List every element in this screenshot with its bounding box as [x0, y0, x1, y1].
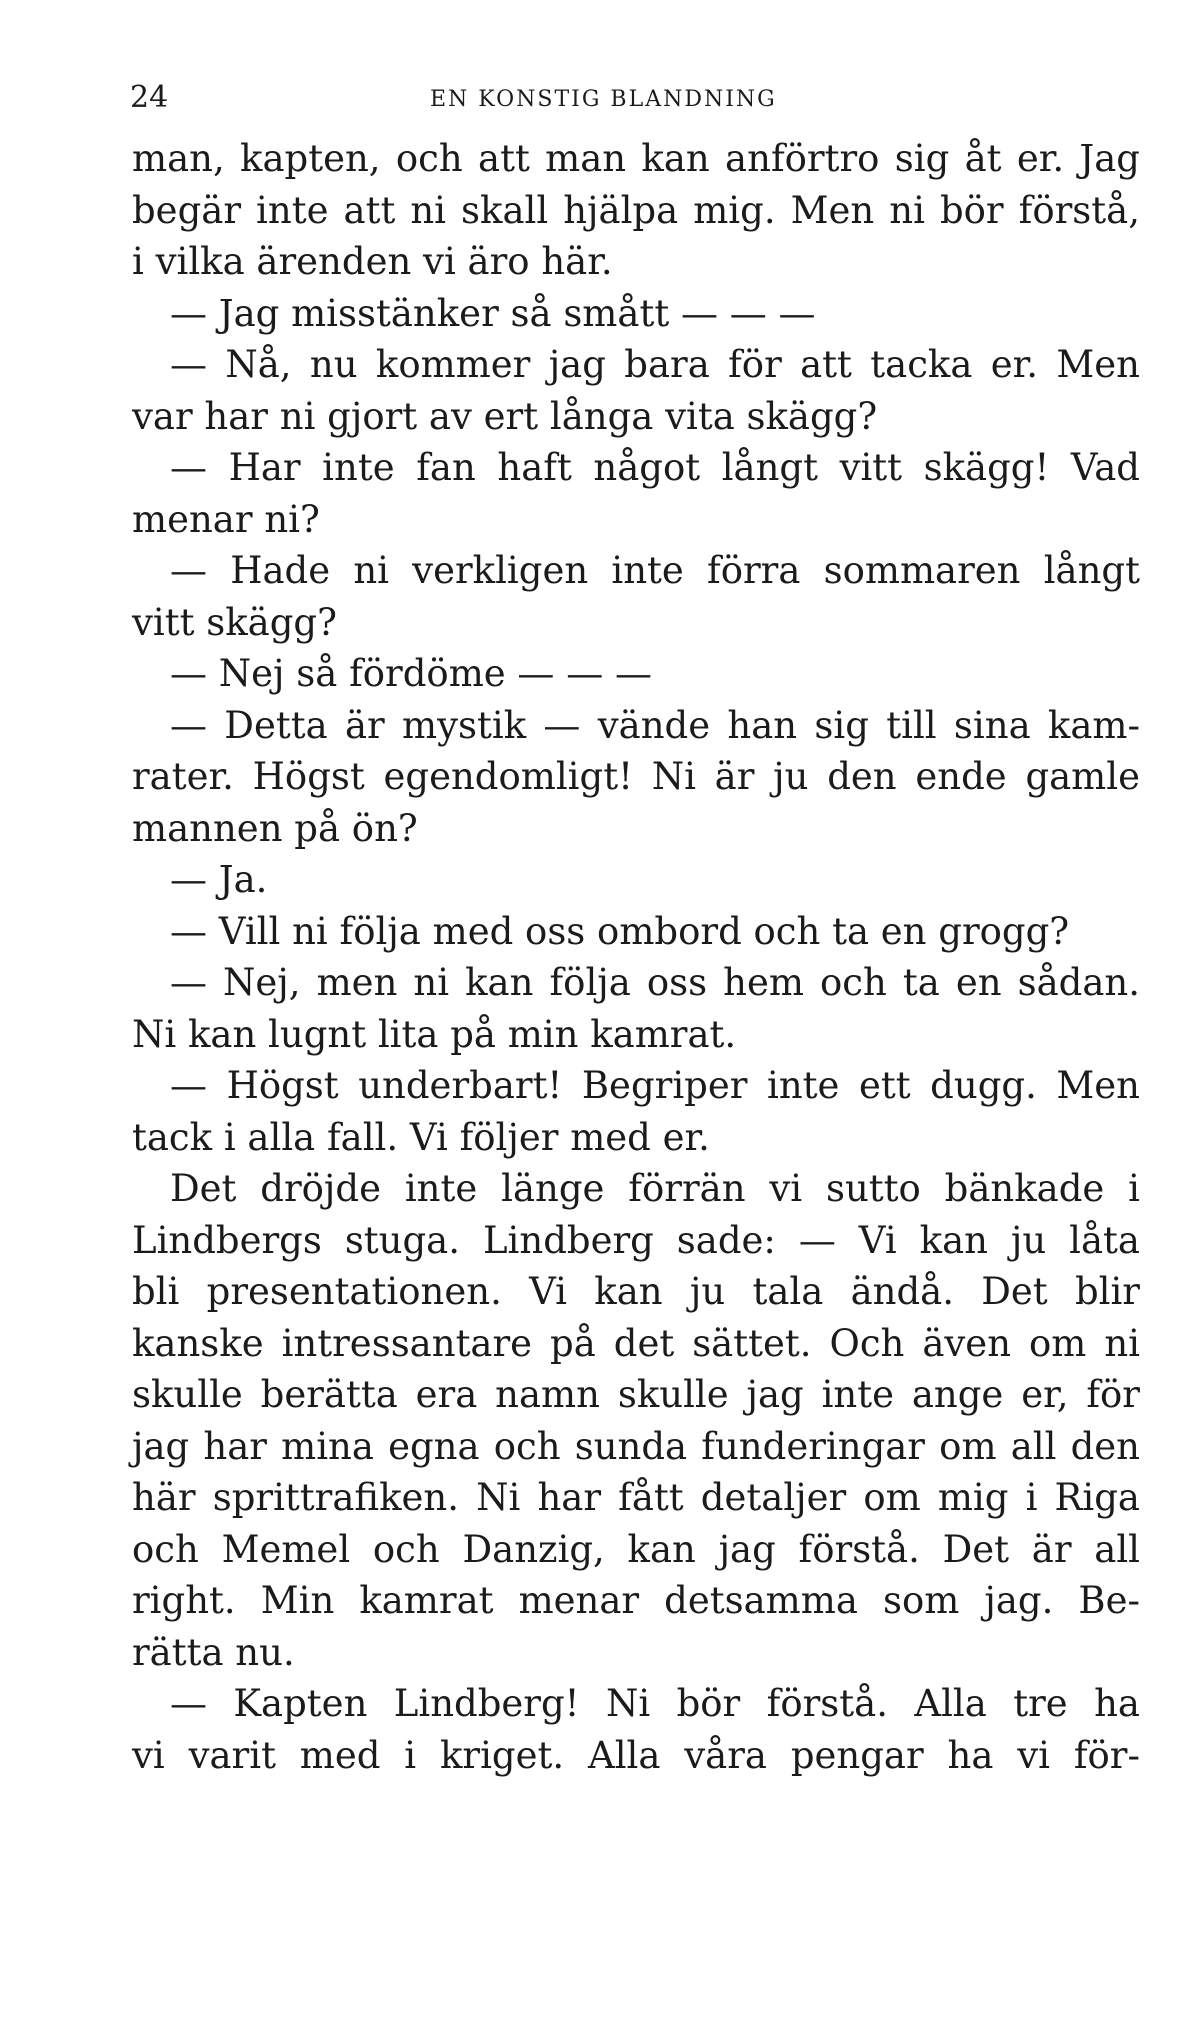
text-line: tack i alla fall. Vi följer med er.	[132, 1115, 710, 1159]
text-line: och Memel och Danzig, kan jag förstå. Det är all	[132, 1527, 1140, 1571]
text-line: Det dröjde inte länge förrän vi sutto bänkade i	[170, 1167, 1140, 1210]
text-line: — Nej så fördöme — — —	[170, 652, 652, 695]
text-line: vi varit med i kriget. Alla våra pengar ha vi för-	[132, 1733, 1140, 1777]
text-line: right. Min kamrat menar detsamma som jag. Be-	[132, 1579, 1140, 1622]
text-line: kanske intressantare på det sättet. Och även om ni	[132, 1321, 1140, 1365]
text-line: man, kapten, och att man kan anförtro sig åt er. Jag	[132, 137, 1140, 180]
text-line: Ni kan lugnt lita på min kamrat.	[132, 1012, 737, 1056]
text-line: vitt skägg?	[132, 600, 337, 644]
text-line: menar ni?	[132, 497, 320, 541]
text-line: skulle berätta era namn skulle jag inte ange er, för	[132, 1373, 1140, 1416]
text-line: — Har inte fan haft något långt vitt skägg! Vad	[170, 446, 1140, 489]
text-line: — Kapten Lindberg! Ni bör förstå. Alla tre ha	[170, 1682, 1140, 1725]
text-line: Lindbergs stuga. Lindberg sade: — Vi kan ju låta	[132, 1218, 1140, 1262]
text-line: — Nå, nu kommer jag bara för att tacka er. Men	[170, 343, 1140, 386]
text-line: bli presentationen. Vi kan ju tala ändå. Det blir	[132, 1270, 1140, 1313]
text-line: var har ni gjort av ert långa vita skägg?	[132, 394, 878, 438]
body-text	[132, 133, 1140, 1781]
text-line: — Hade ni verkligen inte förra sommaren långt	[170, 549, 1140, 592]
text-line: — Högst underbart! Begriper inte ett dugg. Men	[170, 1064, 1140, 1107]
text-line: jag har mina egna och sunda funderingar om all den	[132, 1424, 1140, 1468]
text-line: rater. Högst egendomligt! Ni är ju den ende gamle	[132, 755, 1140, 798]
text-line: — Ja.	[170, 858, 268, 901]
text-line: — Nej, men ni kan följa oss hem och ta en sådan.	[170, 961, 1140, 1004]
text-line: begär inte att ni skall hjälpa mig. Men ni bör förstå,	[132, 188, 1140, 232]
running-title: EN KONSTIG BLANDNING	[430, 87, 777, 112]
text-line: — Vill ni följa med oss ombord och ta en grogg?	[170, 909, 1070, 953]
text-line: — Detta är mystik — vände han sig till sina kam-	[170, 703, 1140, 747]
text-line: rätta nu.	[132, 1630, 295, 1674]
text-line: här sprittrafiken. Ni har fått detaljer om mig i Riga	[132, 1476, 1140, 1519]
text-line: mannen på ön?	[132, 806, 418, 850]
text-line: i vilka ärenden vi äro här.	[132, 240, 613, 283]
page-number: 24	[130, 80, 169, 115]
text-line: — Jag misstänker så smått — — —	[170, 291, 816, 335]
page-header	[130, 78, 1140, 118]
